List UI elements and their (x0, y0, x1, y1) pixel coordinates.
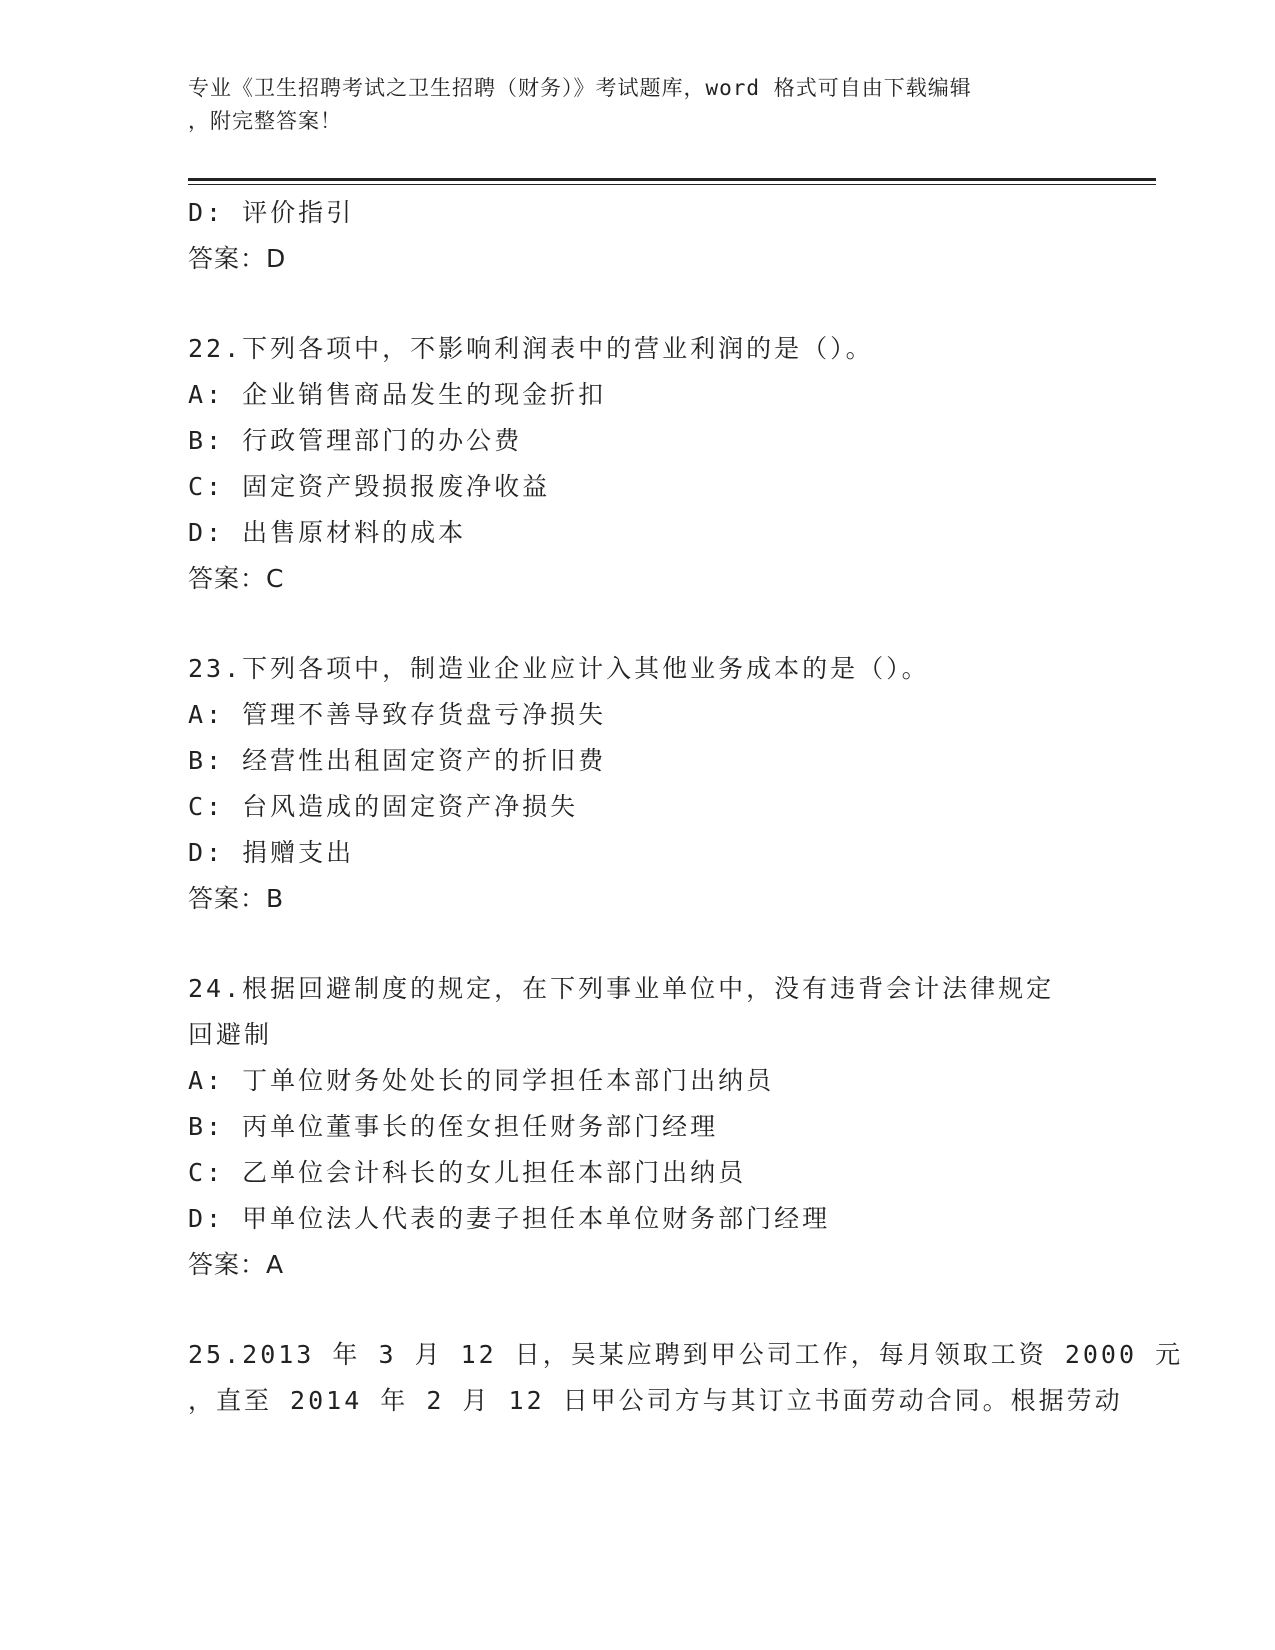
option-d: D: 评价指引 (188, 198, 355, 227)
question-stem: 22.下列各项中，不影响利润表中的营业利润的是（）。 (188, 334, 874, 363)
answer: 答案：D (188, 244, 287, 273)
option-c: C: 台风造成的固定资产净损失 (188, 792, 579, 821)
option-d: D: 出售原材料的成本 (188, 518, 467, 547)
question-22 (188, 326, 1088, 602)
question-25 (188, 1332, 1184, 1424)
option-c: C: 乙单位会计科长的女儿担任本部门出纳员 (188, 1158, 747, 1187)
header-divider-thick (188, 178, 1156, 181)
question-stem-line-2: ，直至 2014 年 2 月 12 日甲公司方与其订立书面劳动合同。根据劳动 (188, 1386, 1123, 1415)
question-24 (188, 966, 1088, 1288)
option-d: D: 甲单位法人代表的妻子担任本单位财务部门经理 (188, 1204, 831, 1233)
header-divider-thin (188, 184, 1156, 185)
option-b: B: 经营性出租固定资产的折旧费 (188, 746, 607, 775)
question-21-tail (188, 190, 1088, 282)
option-d: D: 捐赠支出 (188, 838, 355, 867)
question-list (188, 190, 1184, 1424)
option-b: B: 行政管理部门的办公费 (188, 426, 523, 455)
question-stem-line-2: 回避制 (188, 1020, 273, 1049)
option-b: B: 丙单位董事长的侄女担任财务部门经理 (188, 1112, 719, 1141)
question-23 (188, 646, 1088, 922)
question-stem-line-1: 24.根据回避制度的规定，在下列事业单位中，没有违背会计法律规定 (188, 974, 1055, 1003)
question-stem-line-1: 25.2013 年 3 月 12 日，吴某应聘到甲公司工作，每月领取工资 2000 元 (188, 1340, 1184, 1369)
option-a: A: 管理不善导致存货盘亏净损失 (188, 700, 607, 729)
answer: 答案：C (188, 564, 285, 593)
document-header (188, 72, 1068, 138)
question-stem (188, 966, 1088, 1058)
answer: 答案：B (188, 884, 285, 913)
header-line-2: ，附完整答案！ (188, 109, 342, 133)
question-stem (188, 1332, 1184, 1424)
option-a: A: 企业销售商品发生的现金折扣 (188, 380, 607, 409)
answer: 答案：A (188, 1250, 285, 1279)
question-stem: 23.下列各项中，制造业企业应计入其他业务成本的是（）。 (188, 654, 930, 683)
option-c: C: 固定资产毁损报废净收益 (188, 472, 551, 501)
option-a: A: 丁单位财务处处长的同学担任本部门出纳员 (188, 1066, 775, 1095)
header-line-1: 专业《卫生招聘考试之卫生招聘（财务）》考试题库，word 格式可自由下载编辑 (188, 76, 972, 100)
